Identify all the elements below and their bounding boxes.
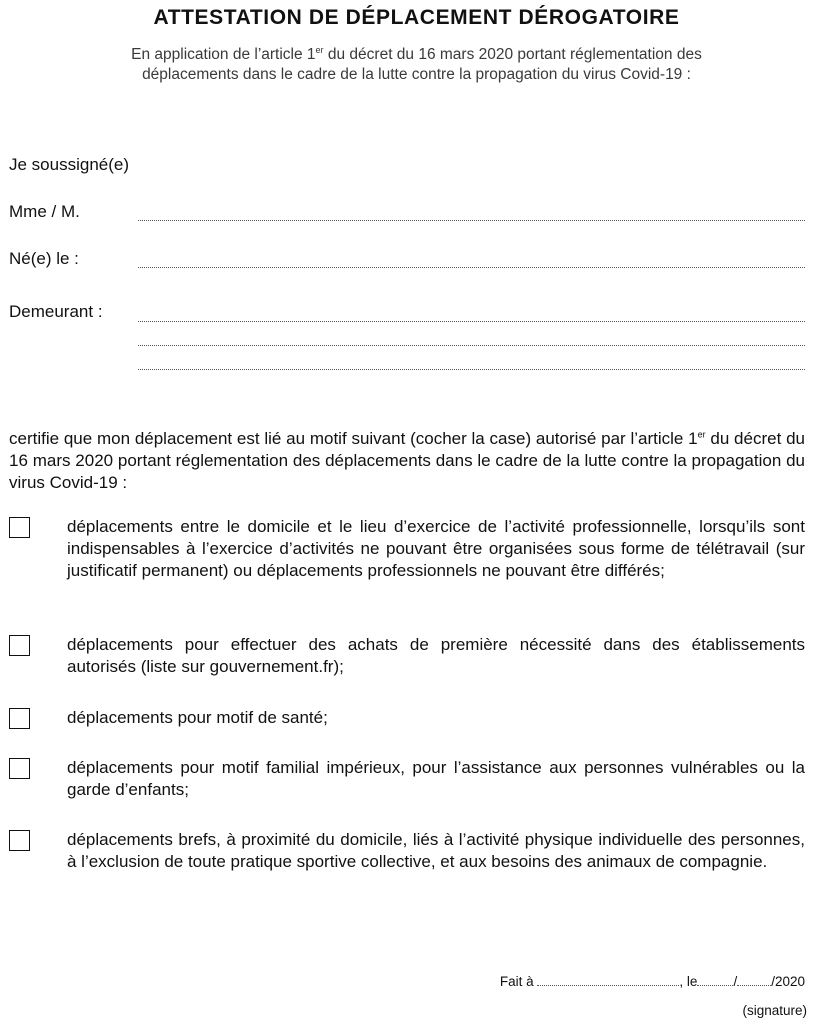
- year-label: /2020: [771, 974, 805, 989]
- checkbox-essential-shopping[interactable]: [9, 635, 30, 656]
- birth-date-label: Né(e) le :: [9, 249, 79, 268]
- certification-text-end: du décret du 16 mars 2020 portant réglementation des déplacements dans le cadre de la lutte contre la propagation du virus Covid-19 :: [9, 429, 805, 492]
- intro-label: Je soussigné(e): [9, 155, 130, 174]
- option-essential-shopping: [9, 634, 805, 678]
- option-professional-travel: [9, 516, 805, 582]
- certification-paragraph: [9, 428, 805, 494]
- document-title: ATTESTATION DE DÉPLACEMENT DÉROGATOIRE: [153, 6, 680, 29]
- subtitle-text-end: du décret du 16 mars 2020 portant réglementation des: [323, 46, 702, 63]
- name-label: Mme / M.: [9, 202, 80, 221]
- document-subtitle: [20, 45, 813, 85]
- day-field[interactable]: [697, 985, 733, 986]
- name-field[interactable]: [138, 220, 805, 221]
- birth-date-field[interactable]: [138, 267, 805, 268]
- date-separator: /: [733, 974, 738, 989]
- checkbox-health[interactable]: [9, 708, 30, 729]
- certification-text-start: certifie que mon déplacement est lié au motif suivant (cocher la case) autorisé par l’article 1: [9, 429, 698, 448]
- option-text: déplacements entre le domicile et le lieu d’exercice de l’activité professionnelle, lorsqu’ils sont indispensables à l’exercice d’activités ne pouvant être organisées sous forme de télétravail (sur justificatif permanent) ou déplacements professionnels ne pouvant être différés;: [67, 517, 805, 580]
- subtitle-superscript: er: [315, 44, 324, 55]
- option-health: [9, 707, 805, 729]
- address-label: Demeurant :: [9, 302, 103, 321]
- certification-superscript: er: [697, 429, 706, 440]
- place-label: Fait à: [499, 974, 534, 989]
- checkbox-family[interactable]: [9, 758, 30, 779]
- place-date-line: [500, 974, 805, 989]
- option-text: déplacements pour motif de santé;: [67, 708, 328, 727]
- subtitle-text-start: En application de l’article 1: [131, 46, 316, 63]
- option-text: déplacements brefs, à proximité du domicile, liés à l’activité physique individuelle des personnes, à l’exclusion de toute pratique sportive collective, et aux besoins des animaux de compagnie.: [67, 830, 805, 871]
- address-field-line-2[interactable]: [138, 345, 805, 346]
- place-field[interactable]: [537, 985, 679, 986]
- checkbox-physical-activity[interactable]: [9, 830, 30, 851]
- month-field[interactable]: [737, 985, 771, 986]
- address-field-line-3[interactable]: [138, 369, 805, 370]
- subtitle-line-2: déplacements dans le cadre de la lutte contre la propagation du virus Covid-19 :: [142, 66, 691, 83]
- option-family: [9, 757, 805, 801]
- date-label: , le: [679, 974, 698, 989]
- option-text: déplacements pour motif familial impérieux, pour l’assistance aux personnes vulnérables ou la garde d’enfants;: [67, 758, 805, 799]
- checkbox-professional-travel[interactable]: [9, 517, 30, 538]
- option-physical-activity: [9, 829, 805, 873]
- address-field-line-1[interactable]: [138, 321, 805, 322]
- option-text: déplacements pour effectuer des achats de première nécessité dans des établissements autorisés (liste sur gouvernement.fr);: [67, 635, 805, 676]
- signature-label: (signature): [742, 1003, 807, 1018]
